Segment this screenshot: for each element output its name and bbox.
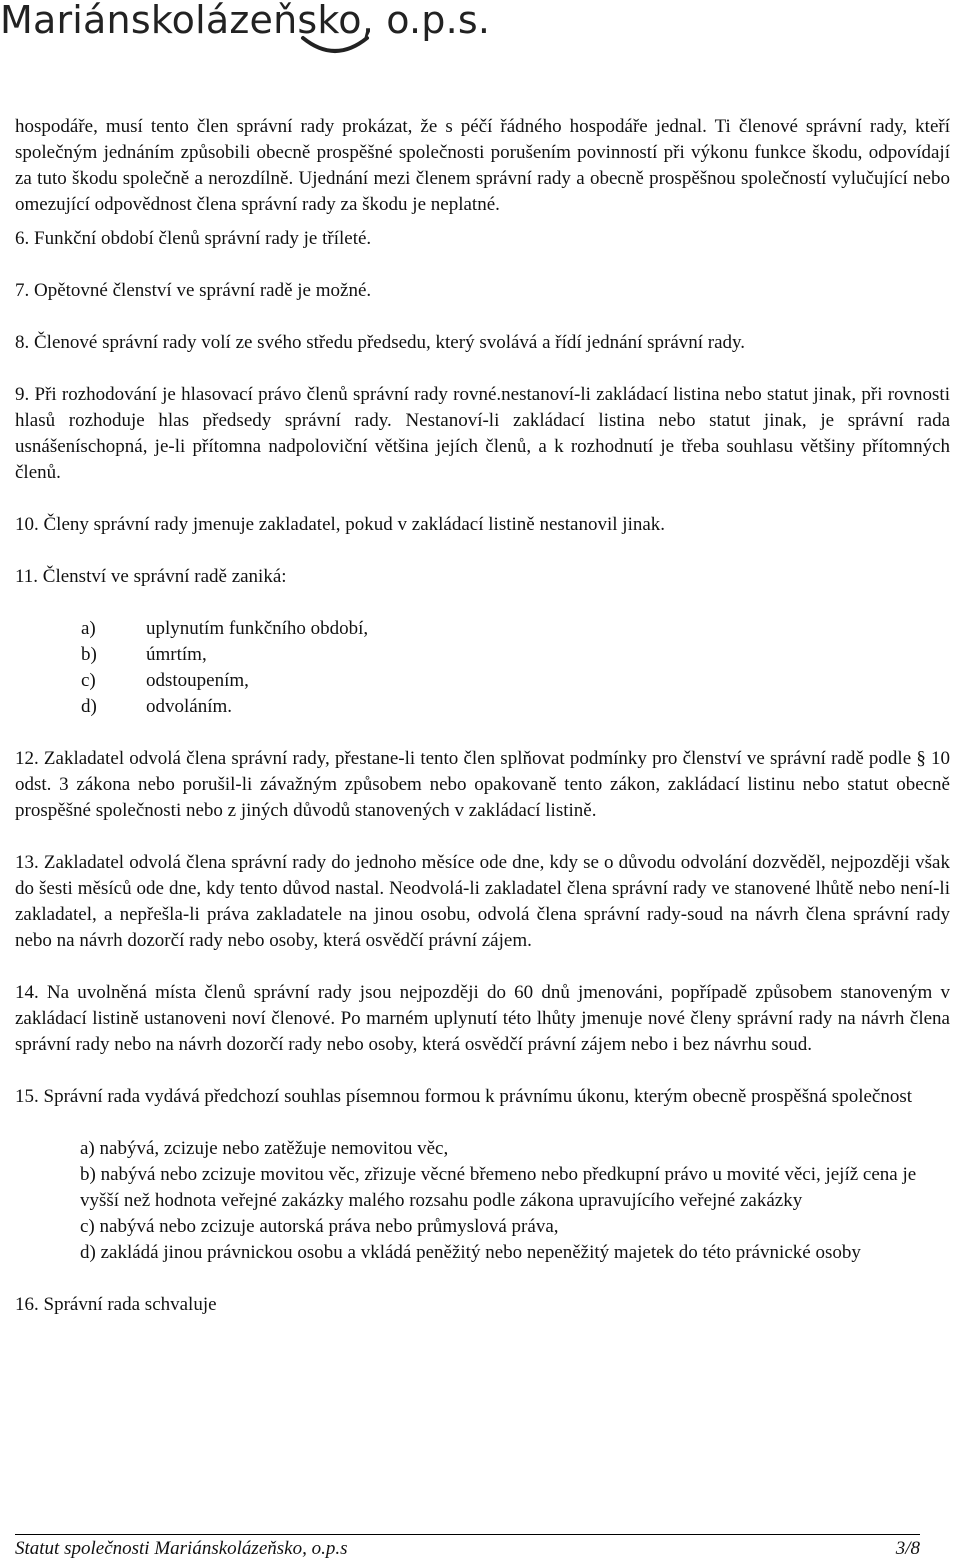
page-footer xyxy=(15,1538,920,1560)
page-number: 3/8 xyxy=(895,1538,920,1559)
footer-divider xyxy=(15,1534,920,1535)
list-item: d) zakládá jinou právnickou osobu a vkládá peněžitý nebo nepeněžitý majetek do této právnické osoby xyxy=(80,1242,861,1263)
list-item-text: úmrtím, xyxy=(146,644,207,665)
list-item-label: c) xyxy=(81,670,96,691)
paragraph-7: 7. Opětovné členství ve správní radě je možné. xyxy=(15,280,372,301)
list-item-label: b) xyxy=(81,644,97,665)
paragraph-16: 16. Správní rada schvaluje xyxy=(15,1294,217,1315)
paragraph-12: 12. Zakladatel odvolá člena správní rady, přestane-li tento člen splňovat podmínky pro členství ve správní radě podle § 10 odst. 3 zákona nebo porušil-li závažným způsobem nebo opakovaně tento zákon, zakládací listinu nebo statut obecně prospěšné společnosti nebo z jiných důvodů stanovených v zakládací listině. xyxy=(15,748,950,821)
paragraph-intro: hospodáře, musí tento člen správní rady prokázat, že s péčí řádného hospodáře jednal. Ti členové správní rady, kteří společným jednáním způsobili obecně prospěšné společnosti porušením povinností při výkonu funkce škodu, odpovídají za tuto škodu společně a nerozdílně. Ujednání mezi členem správní rady a obecně prospěšnou společností vylučující nebo omezující odpovědnost člena správní rady za škodu je neplatné. xyxy=(15,116,950,215)
termination-list xyxy=(15,616,950,720)
list-item xyxy=(15,694,950,720)
paragraph-11: 11. Členství ve správní radě zaniká: xyxy=(15,566,287,587)
paragraph-13: 13. Zakladatel odvolá člena správní rady do jednoho měsíce ode dne, kdy se o důvodu odvolání dozvěděl, nejpozději však do šesti měsíců ode dne, kdy tento důvod nastal. Neodvolá-li zakladatel člena správní rady ve stanovené lhůtě nebo není-li zakladatel, a nepřešla-li práva zakladatele na jinou osobu, odvolá člena správní rady-soud na návrh člena správní rady nebo na návrh dozorčí rady nebo osoby, která osvědčí právní zájem. xyxy=(15,852,950,951)
list-item-text: odvoláním. xyxy=(146,696,233,717)
list-item-label: d) xyxy=(81,696,97,717)
paragraph-8: 8. Členové správní rady volí ze svého středu předsedu, který svolává a řídí jednání správní rady. xyxy=(15,332,746,353)
logo xyxy=(0,0,560,66)
list-item-text: uplynutím funkčního období, xyxy=(146,618,369,639)
paragraph-9: 9. Při rozhodování je hlasovací právo členů správní rady rovné.nestanoví-li zakládací listina nebo statut jinak, při rovnosti hlasů rozhoduje hlas předsedy správní rady. Nestanoví-li zakládací listina nebo statut jinak, je správní rada usnášeníschopná, je-li přítomna nadpoloviční většina jejích členů, a k rozhodnutí je třeba souhlasu většiny přítomných členů. xyxy=(15,384,950,483)
consent-list xyxy=(15,1136,950,1266)
paragraph-10: 10. Členy správní rady jmenuje zakladatel, pokud v zakládací listině nestanovil jinak. xyxy=(15,514,666,535)
document-body xyxy=(15,114,950,1318)
paragraph-15: 15. Správní rada vydává předchozí souhlas písemnou formou k právnímu úkonu, kterým obecně prospěšná společnost xyxy=(15,1086,913,1107)
logo-text: Mariánskolázeňsko, o.p.s. xyxy=(0,0,491,42)
list-item-label: a) xyxy=(81,618,96,639)
list-item: c) nabývá nebo zcizuje autorská práva nebo průmyslová práva, xyxy=(80,1216,559,1237)
list-item xyxy=(15,668,950,694)
smile-arc-icon xyxy=(300,34,370,56)
footer-title: Statut společnosti Mariánskolázeňsko, o.p.s xyxy=(15,1538,348,1559)
paragraph-14: 14. Na uvolněná místa členů správní rady jsou nejpozději do 60 dnů jmenováni, popřípadě způsobem stanoveným v zakládací listině ustanoveni noví členové. Po marném uplynutí této lhůty jmenuje nové členy správní rady na návrh člena správní rady nebo na návrh dozorčí rady nebo osoby, která osvědčí právní zájem nebo i bez návrhu soud. xyxy=(15,982,950,1055)
paragraph-6: 6. Funkční období členů správní rady je tříleté. xyxy=(15,228,372,249)
list-item-text: odstoupením, xyxy=(146,670,249,691)
list-item xyxy=(15,642,950,668)
list-item: a) nabývá, zcizuje nebo zatěžuje nemovitou věc, xyxy=(80,1138,449,1159)
list-item xyxy=(15,616,950,642)
list-item: b) nabývá nebo zcizuje movitou věc, zřizuje věcné břemeno nebo předkupní právo u movité věci, jejíž cena je vyšší než hodnota veřejné zakázky malého rozsahu podle zákona upravujícího veřejné zakázky xyxy=(80,1164,917,1211)
